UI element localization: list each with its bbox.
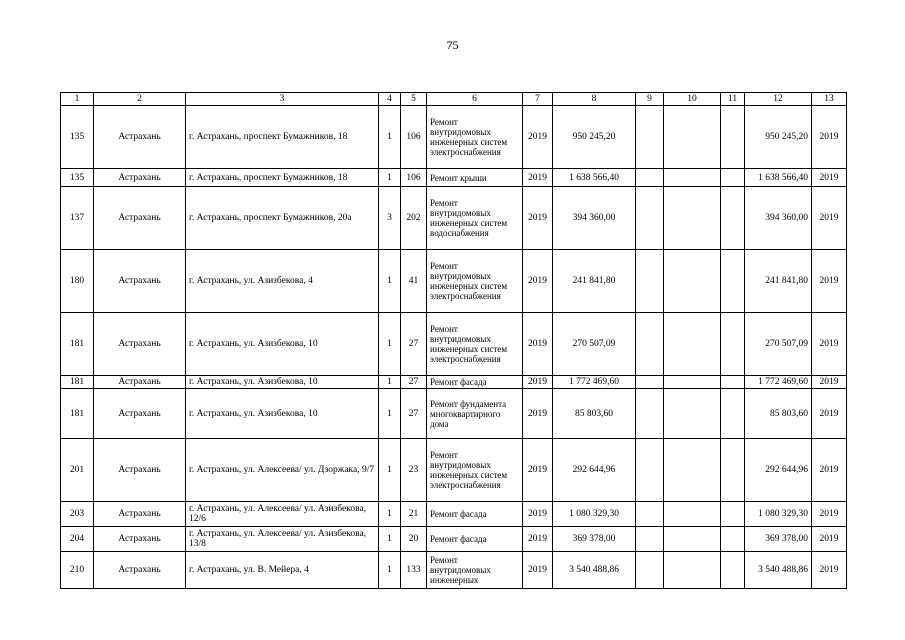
table-row	[61, 439, 847, 502]
page-number: 75	[446, 38, 459, 52]
cell-c4: 1	[379, 313, 401, 376]
cell-c9	[636, 502, 664, 527]
table-row	[61, 250, 847, 313]
cell-c13: 2019	[812, 376, 847, 389]
cell-c2: Астрахань	[94, 439, 186, 502]
cell-c10	[664, 552, 721, 589]
cell-c3: г. Астрахань, проспект Бумажников, 18	[186, 106, 379, 169]
cell-c12: 3 540 488,86	[745, 552, 812, 589]
cell-c3: г. Астрахань, ул. Азизбекова, 4	[186, 250, 379, 313]
cell-c3: г. Астрахань, проспект Бумажников, 18	[186, 169, 379, 187]
cell-c12: 1 080 329,30	[745, 502, 812, 527]
cell-c8: 85 803,60	[553, 389, 636, 439]
cell-c2: Астрахань	[94, 552, 186, 589]
cell-c12: 241 841,80	[745, 250, 812, 313]
cell-c1: 210	[61, 552, 94, 589]
cell-c10	[664, 169, 721, 187]
cell-c7: 2019	[523, 552, 553, 589]
cell-c5: 106	[401, 169, 427, 187]
cell-c1: 203	[61, 502, 94, 527]
cell-c2: Астрахань	[94, 187, 186, 250]
cell-c5: 27	[401, 313, 427, 376]
table-row	[61, 313, 847, 376]
table-row	[61, 502, 847, 527]
cell-c4: 1	[379, 552, 401, 589]
cell-c7: 2019	[523, 313, 553, 376]
cell-c9	[636, 106, 664, 169]
cell-c1: 204	[61, 527, 94, 552]
cell-c11	[721, 376, 745, 389]
cell-c12: 950 245,20	[745, 106, 812, 169]
cell-c5: 23	[401, 439, 427, 502]
cell-c6: Ремонт внутридомовых инженерных систем электроснабжения	[427, 250, 523, 313]
table-row	[61, 389, 847, 439]
cell-c2: Астрахань	[94, 376, 186, 389]
cell-c9	[636, 250, 664, 313]
cell-c12: 270 507,09	[745, 313, 812, 376]
cell-c10	[664, 187, 721, 250]
cell-c5: 20	[401, 527, 427, 552]
cell-c8: 1 080 329,30	[553, 502, 636, 527]
header-cell: 11	[721, 93, 745, 106]
cell-c11	[721, 187, 745, 250]
cell-c6: Ремонт фасада	[427, 376, 523, 389]
cell-c11	[721, 169, 745, 187]
header-cell: 6	[427, 93, 523, 106]
cell-c7: 2019	[523, 376, 553, 389]
cell-c13: 2019	[812, 389, 847, 439]
cell-c1: 135	[61, 106, 94, 169]
cell-c7: 2019	[523, 527, 553, 552]
cell-c2: Астрахань	[94, 389, 186, 439]
cell-c11	[721, 313, 745, 376]
cell-c13: 2019	[812, 439, 847, 502]
cell-c12: 369 378,00	[745, 527, 812, 552]
cell-c8: 394 360,00	[553, 187, 636, 250]
cell-c12: 85 803,60	[745, 389, 812, 439]
cell-c3: г. Астрахань, ул. Азизбекова, 10	[186, 376, 379, 389]
cell-c9	[636, 527, 664, 552]
cell-c13: 2019	[812, 169, 847, 187]
header-row	[61, 93, 847, 106]
table-row	[61, 187, 847, 250]
cell-c10	[664, 376, 721, 389]
cell-c7: 2019	[523, 169, 553, 187]
cell-c1: 180	[61, 250, 94, 313]
cell-c2: Астрахань	[94, 106, 186, 169]
cell-c6: Ремонт внутридомовых инженерных систем электроснабжения	[427, 439, 523, 502]
cell-c10	[664, 313, 721, 376]
cell-c8: 292 644,96	[553, 439, 636, 502]
cell-c8: 1 638 566,40	[553, 169, 636, 187]
cell-c9	[636, 439, 664, 502]
cell-c8: 241 841,80	[553, 250, 636, 313]
cell-c2: Астрахань	[94, 502, 186, 527]
header-cell: 13	[812, 93, 847, 106]
cell-c1: 135	[61, 169, 94, 187]
cell-c10	[664, 502, 721, 527]
cell-c10	[664, 439, 721, 502]
header-cell: 7	[523, 93, 553, 106]
cell-c3: г. Астрахань, ул. Алексеева/ ул. Дзоржака, 9/7	[186, 439, 379, 502]
cell-c7: 2019	[523, 389, 553, 439]
cell-c4: 1	[379, 502, 401, 527]
cell-c2: Астрахань	[94, 313, 186, 376]
header-cell: 8	[553, 93, 636, 106]
cell-c11	[721, 552, 745, 589]
cell-c6: Ремонт фундамента многоквартирного дома	[427, 389, 523, 439]
cell-c6: Ремонт фасада	[427, 527, 523, 552]
cell-c10	[664, 250, 721, 313]
cell-c7: 2019	[523, 250, 553, 313]
cell-c11	[721, 439, 745, 502]
cell-c5: 106	[401, 106, 427, 169]
header-cell: 1	[61, 93, 94, 106]
cell-c8: 1 772 469,60	[553, 376, 636, 389]
cell-c2: Астрахань	[94, 169, 186, 187]
header-cell: 9	[636, 93, 664, 106]
header-cell: 12	[745, 93, 812, 106]
cell-c10	[664, 527, 721, 552]
cell-c8: 950 245,20	[553, 106, 636, 169]
cell-c1: 181	[61, 389, 94, 439]
cell-c5: 27	[401, 389, 427, 439]
cell-c11	[721, 389, 745, 439]
cell-c5: 27	[401, 376, 427, 389]
cell-c7: 2019	[523, 187, 553, 250]
cell-c5: 202	[401, 187, 427, 250]
cell-c6: Ремонт внутридомовых инженерных систем электроснабжения	[427, 313, 523, 376]
cell-c13: 2019	[812, 502, 847, 527]
cell-c3: г. Астрахань, ул. В. Мейера, 4	[186, 552, 379, 589]
cell-c2: Астрахань	[94, 527, 186, 552]
cell-c11	[721, 502, 745, 527]
table-row	[61, 106, 847, 169]
cell-c10	[664, 389, 721, 439]
cell-c6: Ремонт крыши	[427, 169, 523, 187]
header-cell: 2	[94, 93, 186, 106]
header-cell: 10	[664, 93, 721, 106]
cell-c7: 2019	[523, 439, 553, 502]
cell-c4: 1	[379, 439, 401, 502]
cell-c7: 2019	[523, 106, 553, 169]
cell-c4: 1	[379, 106, 401, 169]
cell-c4: 1	[379, 376, 401, 389]
cell-c13: 2019	[812, 106, 847, 169]
cell-c3: г. Астрахань, ул. Азизбекова, 10	[186, 313, 379, 376]
cell-c13: 2019	[812, 250, 847, 313]
table-row	[61, 169, 847, 187]
cell-c6: Ремонт фасада	[427, 502, 523, 527]
cell-c4: 1	[379, 527, 401, 552]
cell-c6: Ремонт внутридомовых инженерных	[427, 552, 523, 589]
cell-c5: 41	[401, 250, 427, 313]
cell-c11	[721, 250, 745, 313]
cell-c13: 2019	[812, 552, 847, 589]
table-row	[61, 527, 847, 552]
cell-c1: 181	[61, 376, 94, 389]
cell-c6: Ремонт внутридомовых инженерных систем электроснабжения	[427, 106, 523, 169]
cell-c11	[721, 527, 745, 552]
cell-c3: г. Астрахань, проспект Бумажников, 20а	[186, 187, 379, 250]
cell-c9	[636, 187, 664, 250]
cell-c9	[636, 552, 664, 589]
cell-c12: 292 644,96	[745, 439, 812, 502]
cell-c9	[636, 389, 664, 439]
cell-c7: 2019	[523, 502, 553, 527]
cell-c1: 201	[61, 439, 94, 502]
table-row	[61, 552, 847, 589]
cell-c5: 21	[401, 502, 427, 527]
cell-c3: г. Астрахань, ул. Азизбекова, 10	[186, 389, 379, 439]
register-table	[60, 92, 847, 589]
cell-c4: 3	[379, 187, 401, 250]
cell-c10	[664, 106, 721, 169]
header-cell: 3	[186, 93, 379, 106]
header-cell: 5	[401, 93, 427, 106]
cell-c13: 2019	[812, 527, 847, 552]
cell-c13: 2019	[812, 187, 847, 250]
cell-c2: Астрахань	[94, 250, 186, 313]
cell-c9	[636, 376, 664, 389]
cell-c11	[721, 106, 745, 169]
table-row	[61, 376, 847, 389]
header-cell: 4	[379, 93, 401, 106]
cell-c3: г. Астрахань, ул. Алексеева/ ул. Азизбекова, 12/6	[186, 502, 379, 527]
cell-c12: 1 638 566,40	[745, 169, 812, 187]
cell-c4: 1	[379, 250, 401, 313]
cell-c9	[636, 313, 664, 376]
cell-c5: 133	[401, 552, 427, 589]
cell-c1: 181	[61, 313, 94, 376]
cell-c6: Ремонт внутридомовых инженерных систем водоснабжения	[427, 187, 523, 250]
cell-c4: 1	[379, 389, 401, 439]
cell-c8: 369 378,00	[553, 527, 636, 552]
cell-c3: г. Астрахань, ул. Алексеева/ ул. Азизбекова, 13/8	[186, 527, 379, 552]
cell-c4: 1	[379, 169, 401, 187]
cell-c1: 137	[61, 187, 94, 250]
cell-c13: 2019	[812, 313, 847, 376]
cell-c12: 394 360,00	[745, 187, 812, 250]
cell-c8: 270 507,09	[553, 313, 636, 376]
cell-c9	[636, 169, 664, 187]
cell-c12: 1 772 469,60	[745, 376, 812, 389]
cell-c8: 3 540 488,86	[553, 552, 636, 589]
